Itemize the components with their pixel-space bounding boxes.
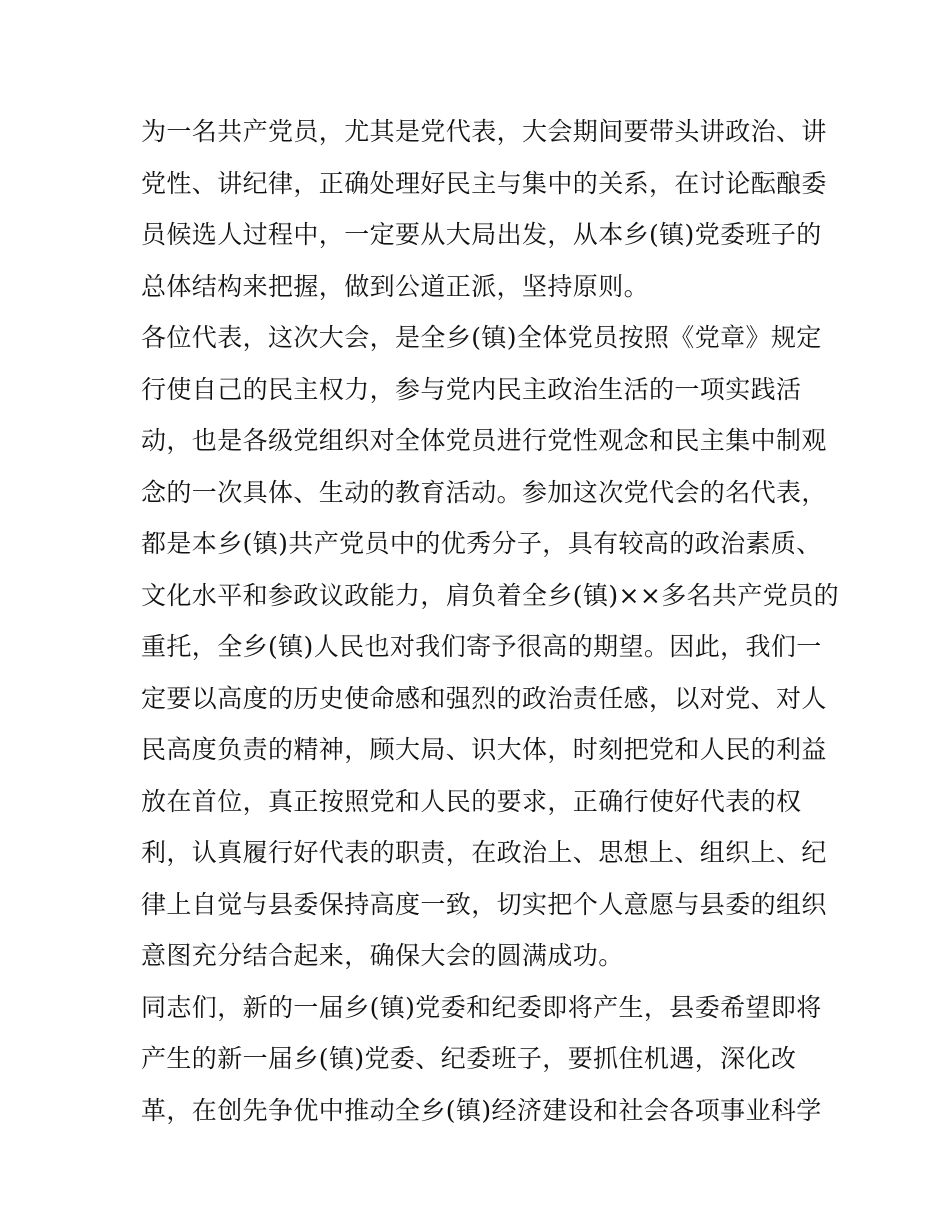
text-line: 员候选人过程中，一定要从大局出发，从本乡(镇)党委班子的 (141, 220, 822, 249)
text-line: 放在首位，真正按照党和人民的要求，正确行使好代表的权 (141, 786, 802, 816)
text-line: 各位代表，这次大会，是全乡(镇)全体党员按照《党章》规定 (141, 323, 822, 352)
text-line: 重托，全乡(镇)人民也对我们寄予很高的期望。因此，我们一 (141, 632, 822, 661)
text-line: 利，认真履行好代表的职责，在政治上、思想上、组织上、纪 (141, 838, 827, 867)
text-line: 总体结构来把握，做到公道正派，坚持原则。 (141, 271, 650, 301)
text-line: 念的一次具体、生动的教育活动。参加这次党代会的名代表， (141, 477, 827, 507)
text-line: 革，在创先争优中推动全乡(镇)经济建设和社会各项事业科学 (141, 1095, 822, 1125)
text-line: 产生的新一届乡(镇)党委、纪委班子，要抓住机遇，深化改 (141, 1044, 797, 1073)
text-line: 民高度负责的精神，顾大局、识大体，时刻把党和人民的利益 (141, 735, 827, 764)
text-line: 定要以高度的历史使命感和强烈的政治责任感，以对党、对人 (141, 683, 827, 713)
text-line: 同志们，新的一届乡(镇)党委和纪委即将产生，县委希望即将 (141, 992, 822, 1022)
text-line: 为一名共产党员，尤其是党代表，大会期间要带头讲政治、讲 (141, 117, 827, 146)
text-line: 党性、讲纪律，正确处理好民主与集中的关系，在讨论酝酿委 (141, 168, 827, 198)
text-line: 都是本乡(镇)共产党员中的优秀分子，具有较高的政治素质、 (141, 529, 822, 558)
text-line: 行使自己的民主权力，参与党内民主政治生活的一项实践活 (141, 374, 802, 404)
body-text (141, 106, 840, 1136)
text-line: 意图充分结合起来，确保大会的圆满成功。 (141, 941, 624, 970)
text-line: 动，也是各级党组织对全体党员进行党性观念和民主集中制观 (141, 426, 827, 455)
text-line: 文化水平和参政议政能力，肩负着全乡(镇)××多名共产党员的 (141, 580, 840, 610)
text-line: 律上自觉与县委保持高度一致，切实把个人意愿与县委的组织 (141, 889, 827, 919)
